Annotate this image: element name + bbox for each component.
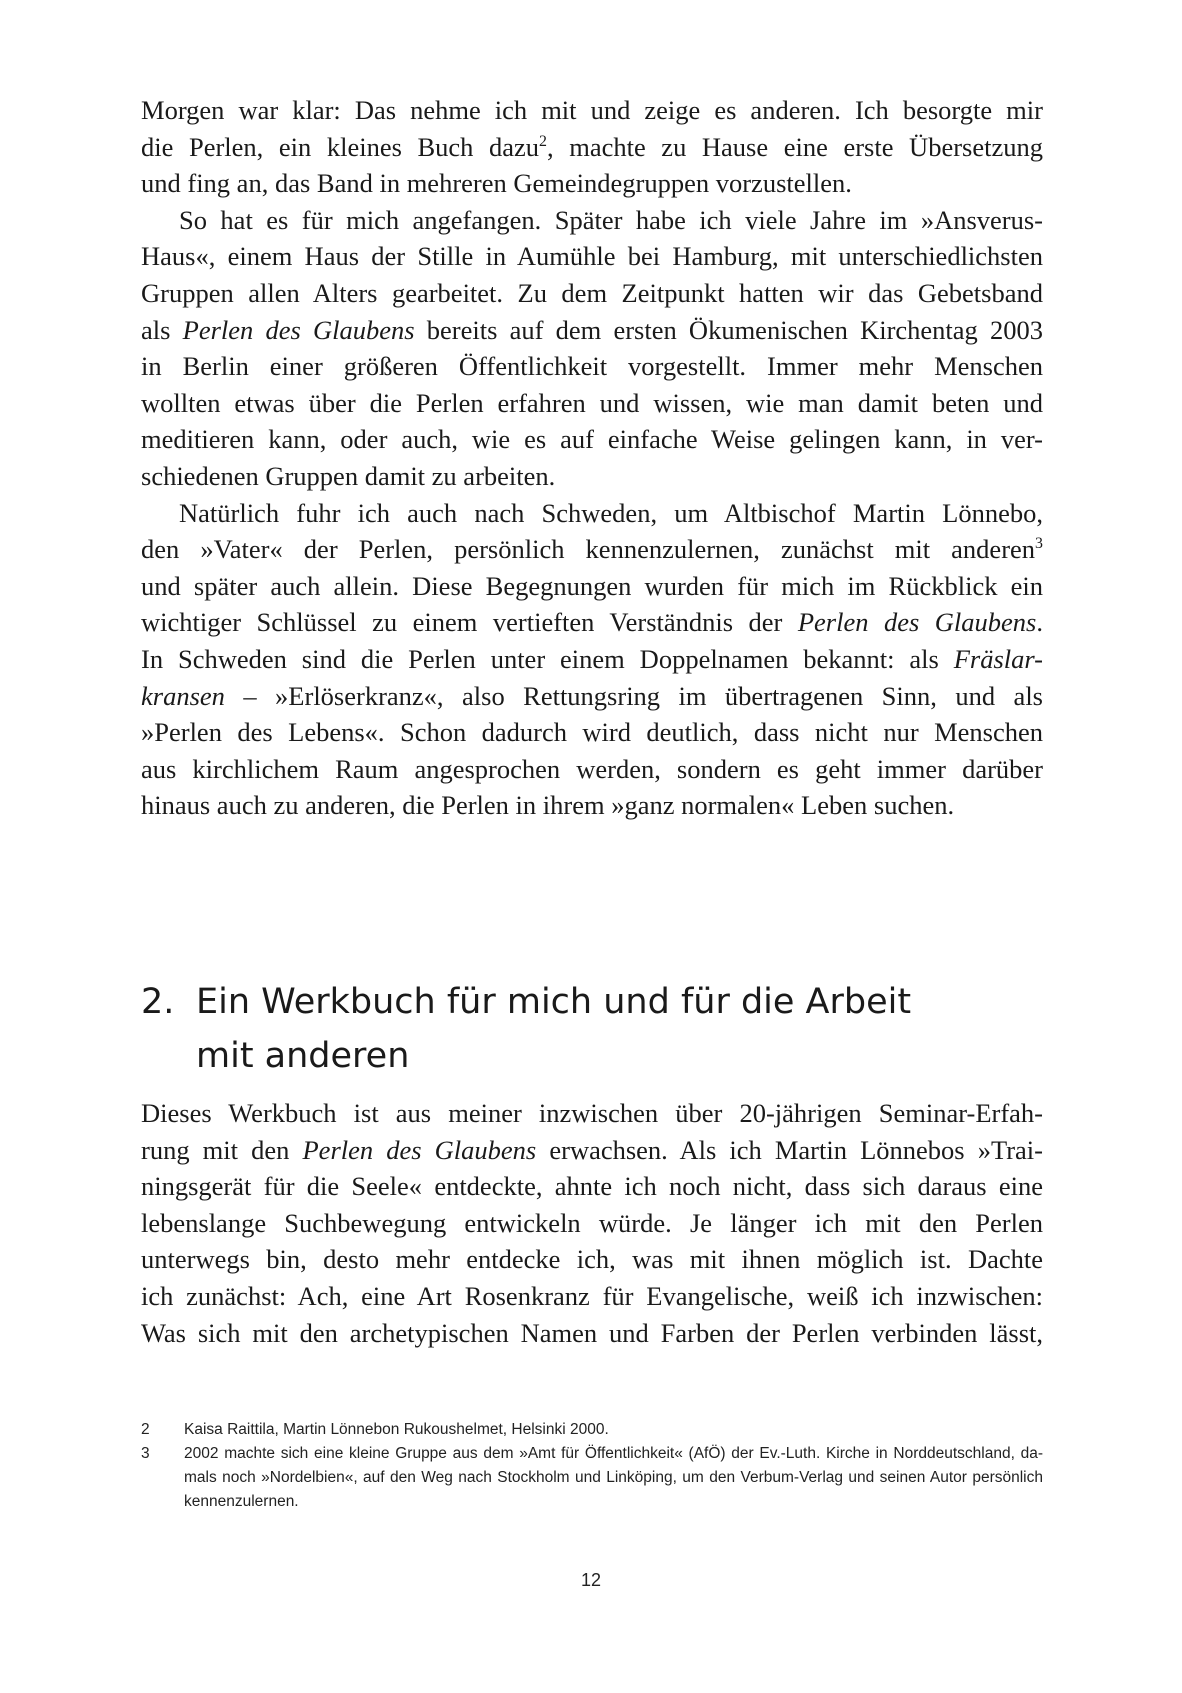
text-line: die Perlen, ein kleines Buch dazu$^2$, machte zu Hause eine erste Übersetzung — [141, 131, 1043, 162]
book-title-italic: Perlen des Glaubens — [302, 1134, 537, 1165]
book-title-italic: Perlen des Glaubens — [182, 314, 415, 345]
book-title-italic: Perlen des Glaubens — [797, 607, 1037, 638]
footnote-number: 2 — [141, 1421, 150, 1438]
footnote-text: Kaisa Raittila, Martin Lönnebon Rukoushelmet, Helsinki 2000. — [184, 1421, 609, 1438]
text-line: den »Vater« der Perlen, persönlich kennenzulernen, zunächst mit anderen$^3$ — [141, 534, 1043, 565]
text-line: hinaus auch zu anderen, die Perlen in ihrem »ganz normalen« Leben suchen. — [141, 790, 955, 821]
text-line: Morgen war klar: Das nehme ich mit und zeige es anderen. Ich besorgte mir — [141, 95, 1043, 125]
text-line: In Schweden sind die Perlen unter einem Doppelnamen bekannt: als Fräslar- — [141, 643, 1043, 674]
text-line: rung mit den Perlen des Glaubens erwachsen. Als ich Martin Lönnebos »Trai- — [141, 1134, 1043, 1165]
text-line: und später auch allein. Diese Begegnungen wurden für mich im Rückblick ein — [141, 570, 1043, 601]
text-line: schiedenen Gruppen damit zu arbeiten. — [141, 460, 556, 491]
text-line: ich zunächst: Ach, eine Art Rosenkranz für Evangelische, weiß ich inzwischen: — [141, 1280, 1043, 1311]
text-line: Natürlich fuhr ich auch nach Schweden, um Altbischof Martin Lönnebo, — [179, 497, 1043, 528]
text-line: Was sich mit den archetypischen Namen und Farben der Perlen verbinden lässt, — [141, 1317, 1043, 1348]
text-line: »Perlen des Lebens«. Schon dadurch wird deutlich, dass nicht nur Menschen — [141, 717, 1043, 748]
text-line: aus kirchlichem Raum angesprochen werden, sondern es geht immer darüber — [141, 753, 1043, 784]
page-number: 12 — [580, 1570, 602, 1590]
footnotes — [141, 1418, 1043, 1514]
footnote-2 — [141, 1418, 1043, 1442]
footnote-ref-2[interactable]: 2 — [539, 132, 547, 150]
swedish-term-italic: kransen — [141, 680, 225, 711]
text-line: meditieren kann, oder auch, wie es auf einfache Weise gelingen kann, in ver- — [141, 424, 1043, 455]
text-line: ningsgerät für die Seele« entdeckte, ahnte ich noch nicht, dass sich daraus eine — [141, 1171, 1043, 1202]
paragraph-1 — [141, 92, 1043, 202]
text-line: lebenslange Suchbewegung entwickeln würde. Je länger ich mit den Perlen — [141, 1207, 1043, 1238]
text-line: kransen – »Erlöserkranz«, also Rettungsring im übertragenen Sinn, und als — [141, 680, 1043, 711]
text-line: So hat es für mich angefangen. Später habe ich viele Jahre im »Ansverus- — [179, 204, 1043, 235]
body-text-top — [141, 92, 1043, 824]
section-number: 2. — [141, 982, 175, 1023]
section-heading — [141, 975, 1043, 1083]
section-title-line-2: mit anderen — [196, 1036, 410, 1077]
footnote-3 — [141, 1442, 1043, 1514]
text-line: in Berlin einer größeren Öffentlichkeit vorgestellt. Immer mehr Menschen — [141, 351, 1043, 382]
footnote-number: 3 — [141, 1445, 150, 1462]
text-line: wichtiger Schlüssel zu einem vertieften Verständnis der Perlen des Glaubens. — [141, 607, 1043, 638]
swedish-term-italic: Fräslar- — [953, 643, 1043, 674]
text-line: als Perlen des Glaubens bereits auf dem ersten Ökumenischen Kirchentag 2003 — [141, 314, 1044, 345]
footnote-ref-3[interactable]: 3 — [1035, 535, 1043, 553]
paragraph-2 — [141, 202, 1043, 495]
text-line: wollten etwas über die Perlen erfahren und wissen, wie man damit beten und — [141, 387, 1043, 418]
text-line: Gruppen allen Alters gearbeitet. Zu dem Zeitpunkt hatten wir das Gebetsband — [141, 277, 1043, 308]
text-line: unterwegs bin, desto mehr entdecke ich, was mit ihnen möglich ist. Dachte — [141, 1244, 1043, 1275]
body-text-bottom — [141, 1095, 1043, 1351]
paragraph-3 — [141, 495, 1043, 824]
text-line: Haus«, einem Haus der Stille in Aumühle bei Hamburg, mit unterschiedlichsten — [141, 241, 1043, 272]
paragraph-4 — [141, 1095, 1043, 1351]
footnote-text: 2002 machte sich eine kleine Gruppe aus dem »Amt für Öffentlichkeit« (AfÖ) der Ev.-Luth. Kirche in Norddeutschland, da- mals noch »Nordelbien«, auf den Weg nach Stockholm und Linköping, um den Verbum-Verlag und seinen Autor persönlich kennenzulernen. — [184, 1445, 1043, 1510]
text-line: und fing an, das Band in mehreren Gemeindegruppen vorzustellen. — [141, 168, 852, 199]
text-line: Dieses Werkbuch ist aus meiner inzwischen über 20-jährigen Seminar-Erfah- — [141, 1098, 1043, 1128]
section-title-line-1: Ein Werkbuch für mich und für die Arbeit — [196, 982, 912, 1023]
